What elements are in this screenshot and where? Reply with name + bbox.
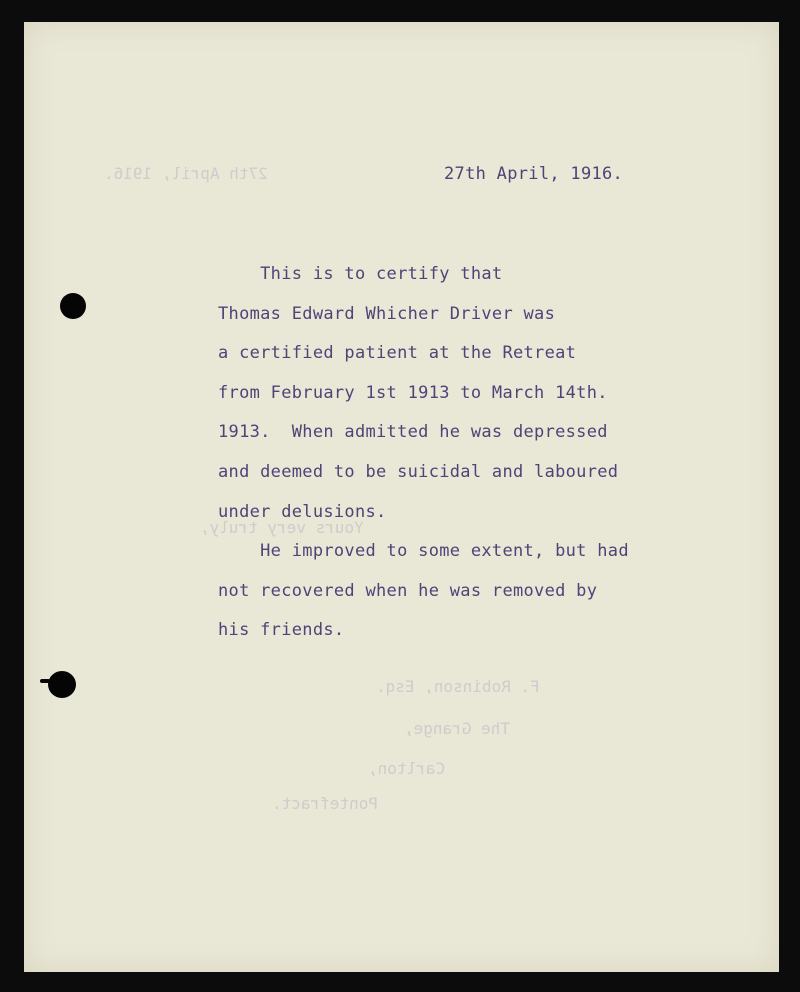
body-line: under delusions. xyxy=(218,501,387,522)
body-line: 1913. When admitted he was depressed xyxy=(218,422,608,443)
bleed-through-date: 27th April, 1916. xyxy=(104,164,268,183)
body-line: a certified patient at the Retreat xyxy=(218,343,577,364)
body-line: from February 1st 1913 to March 14th. xyxy=(218,382,608,403)
bleed-through-address-line: F. Robinson, Esq. xyxy=(376,677,540,696)
body-line: not recovered when he was removed by xyxy=(218,580,598,601)
body-line: his friends. xyxy=(218,620,345,641)
body-line: and deemed to be suicidal and laboured xyxy=(218,461,619,482)
body-line: He improved to some extent, but had xyxy=(218,541,629,562)
bleed-through-address-line: The Grange, xyxy=(404,719,510,738)
punch-hole xyxy=(48,671,76,698)
bleed-through-address-line: Carlton, xyxy=(368,759,446,778)
letter-date: 27th April, 1916. xyxy=(444,164,624,184)
body-line: This is to certify that xyxy=(218,264,503,284)
letter-page xyxy=(24,22,779,972)
body-line: Thomas Edward Whicher Driver was xyxy=(218,303,556,324)
letter-body xyxy=(218,262,629,658)
bleed-through-closing: Yours very truly, xyxy=(200,518,364,537)
punch-hole xyxy=(60,293,86,319)
bleed-through-address-line: Pontefract. xyxy=(272,794,378,813)
